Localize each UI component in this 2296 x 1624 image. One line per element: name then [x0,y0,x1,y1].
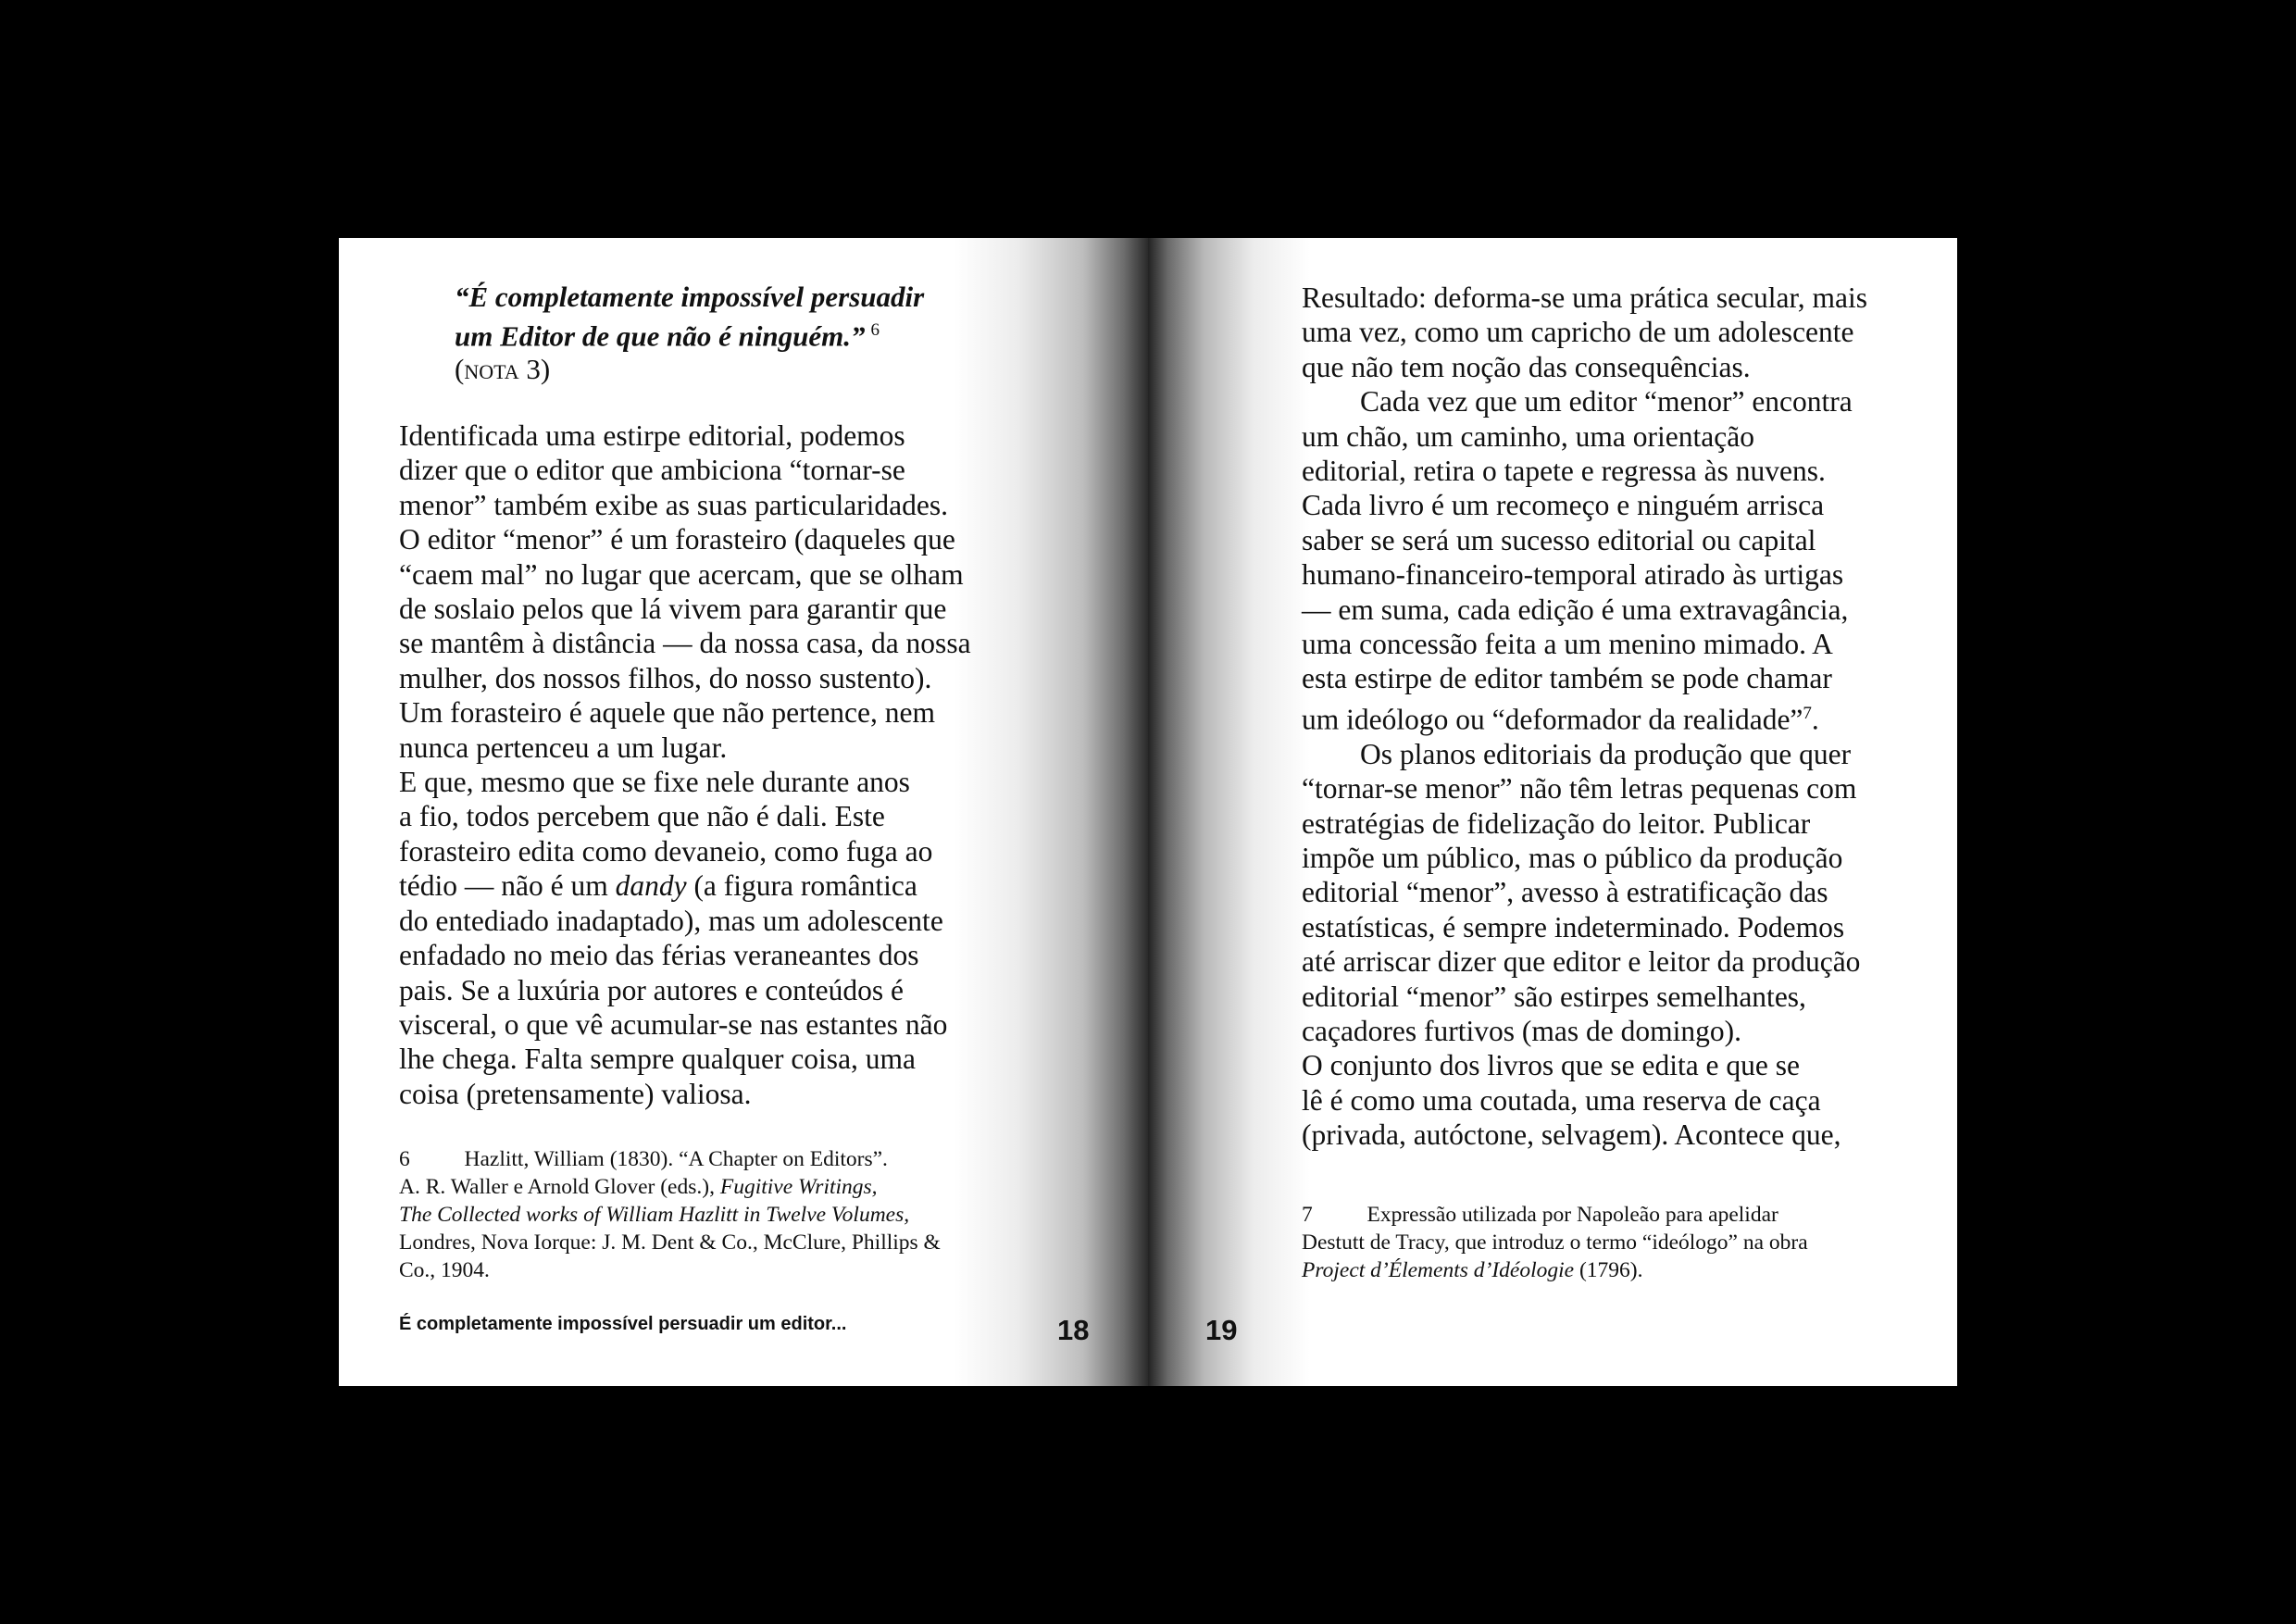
text-line: Resultado: deforma-se uma prática secular, mais [1302,281,1868,314]
right-page [1148,238,1957,1386]
text-line: Um forasteiro é aquele que não pertence, nem [399,696,935,730]
text-line: estatísticas, é sempre indeterminado. Podemos [1302,910,1845,943]
text-line: (a figura romântica [686,869,917,903]
text-line: estratégias de fidelização do leitor. Publicar [1302,806,1811,840]
footnote-line: Hazlitt, William (1830). “A Chapter on Editors”. [464,1147,888,1171]
text-line: editorial, retira o tapete e regressa às nuvens. [1302,455,1826,488]
text-line: O editor “menor” é um forasteiro (daqueles que [399,523,955,556]
footnote-italic: The Collected works of William Hazlitt in Twelve Volumes, [399,1203,910,1227]
footnote-7 [1302,1201,1808,1284]
epigraph [455,281,1047,386]
right-body-text [1302,281,1867,1153]
text-line: impõe um público, mas o público da produção [1302,842,1843,874]
footnote-line: Londres, Nova Iorque: J. M. Dent & Co., McClure, Phillips & [399,1230,941,1255]
text-line: esta estirpe de editor também se pode chamar [1302,662,1832,695]
text-line: Os planos editoriais da produção que quer [1302,737,1852,770]
text-line: forasteiro edita como devaneio, como fuga ao [399,834,933,868]
page-number: 19 [1205,1314,1238,1346]
footnote-italic: Project d’Élements d’Idéologie [1302,1258,1575,1282]
text-line: “tornar-se menor” não têm letras pequenas com [1302,772,1857,806]
text-line: E que, mesmo que se fixe nele durante anos [399,766,910,799]
text-line: editorial “menor”, avesso à estratificação das [1302,876,1828,909]
italic-term: dandy [615,869,687,903]
text-line: de soslaio pelos que lá vivem para garantir que [399,593,947,626]
text-line: . [1811,703,1819,736]
left-page [339,238,1148,1386]
text-line: tédio — não é um [399,869,616,903]
text-line: caçadores furtivos (mas de domingo). [1302,1015,1741,1048]
footnote-ref: 6 [870,320,880,340]
text-line: nunca pertenceu a um lugar. [399,731,728,764]
footnote-line: Destutt de Tracy, que introduz o termo “ideólogo” na obra [1302,1230,1808,1255]
text-line: que não tem noção das consequências. [1302,350,1751,383]
text-line: pais. Se a luxúria por autores e conteúdos é [399,973,904,1006]
text-line: humano-financeiro-temporal atirado às urtigas [1302,558,1844,592]
text-line: saber se será um sucesso editorial ou capital [1302,523,1816,556]
text-line: lhe chega. Falta sempre qualquer coisa, uma [399,1043,917,1076]
footnote-italic: Fugitive Writings, [719,1175,878,1199]
footnote-line: Co., 1904. [399,1258,490,1282]
footnote-number: 6 [399,1147,410,1171]
epigraph-note: (nota 3) [455,353,551,386]
text-line: coisa (pretensamente) valiosa. [399,1077,752,1110]
text-line: um ideólogo ou “deformador da realidade” [1302,703,1803,736]
text-line: visceral, o que vê acumular-se nas estantes não [399,1007,948,1041]
text-line: dizer que o editor que ambiciona “tornar-se [399,454,905,487]
epigraph-quote-line: um Editor de que não é ninguém.” [455,319,866,353]
text-line: O conjunto dos livros que se edita e que se [1302,1049,1801,1082]
footnote-6 [399,1145,941,1284]
text-line: uma vez, como um capricho de um adolescente [1302,316,1854,349]
text-line: se mantêm à distância — da nossa casa, da nossa [399,627,971,660]
epigraph-quote-line: “É completamente impossível persuadir [455,281,925,313]
running-head: É completamente impossível persuadir um editor... [399,1314,847,1334]
text-line: Identificada uma estirpe editorial, podemos [399,419,905,452]
left-body-text [399,418,971,1111]
text-line: Cada vez que um editor “menor” encontra [1302,385,1853,418]
text-line: “caem mal” no lugar que acercam, que se olham [399,557,964,591]
page-number: 18 [1057,1314,1090,1346]
text-line: mulher, dos nossos filhos, do nosso sustento). [399,661,932,694]
text-line: uma concessão feita a um menino mimado. A [1302,628,1833,661]
text-line: um chão, um caminho, uma orientação [1302,419,1754,453]
text-line: enfadado no meio das férias veraneantes dos [399,939,919,972]
footnote-line: Expressão utilizada por Napoleão para apelidar [1366,1203,1778,1227]
text-line: — em suma, cada edição é uma extravagância, [1302,593,1849,626]
text-line: até arriscar dizer que editor e leitor da produção [1302,945,1861,979]
text-line: a fio, todos percebem que não é dali. Este [399,800,885,833]
footnote-line: (1796). [1574,1258,1643,1282]
text-line: do entediado inadaptado), mas um adolescente [399,904,943,937]
footnote-line: A. R. Waller e Arnold Glover (eds.), [399,1175,720,1199]
footnote-ref: 7 [1803,703,1812,723]
text-line: (privada, autóctone, selvagem). Acontece que, [1302,1118,1841,1152]
footnote-number: 7 [1302,1203,1313,1227]
text-line: lê é como uma coutada, uma reserva de caça [1302,1083,1821,1117]
text-line: menor” também exibe as suas particularidades. [399,488,949,521]
text-line: editorial “menor” são estirpes semelhantes, [1302,980,1806,1013]
text-line: Cada livro é um recomeço e ninguém arrisca [1302,489,1825,522]
